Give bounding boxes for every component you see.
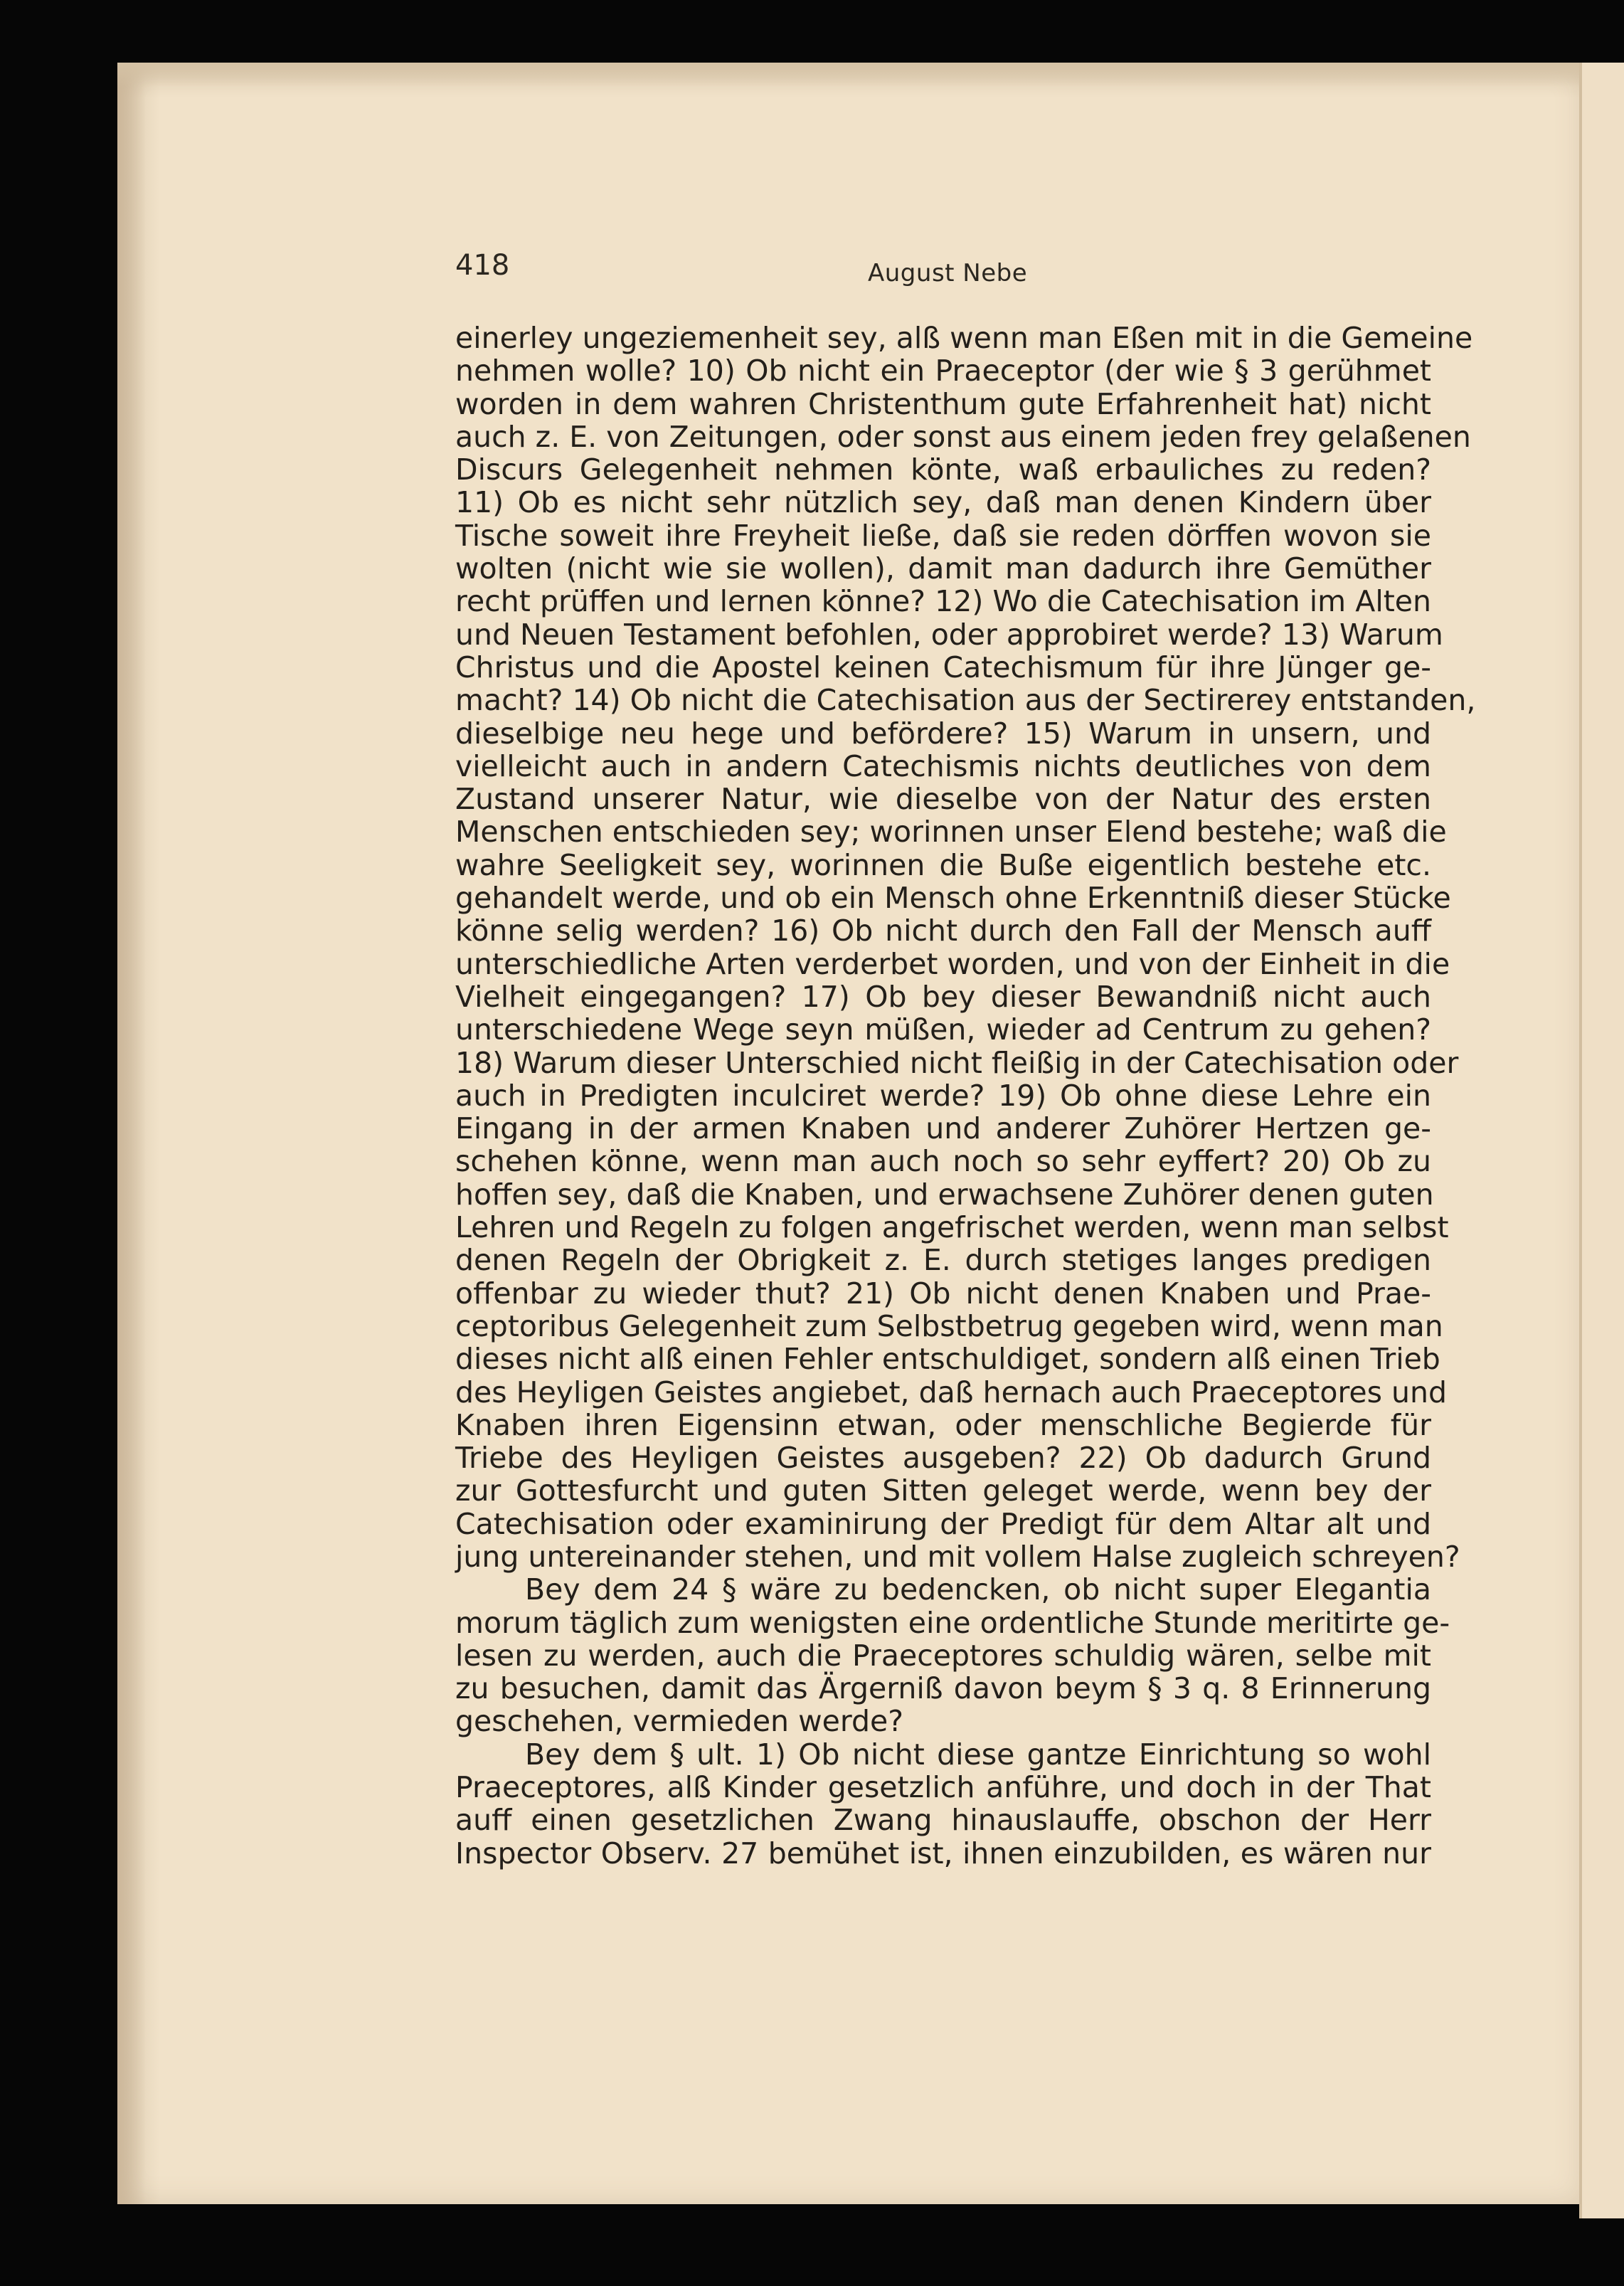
text-line: Knaben ihren Eigensinn etwan, oder menschliche Begierde für <box>455 1407 1431 1442</box>
text-line: auch in Predigten inculciret werde? 19) Ob ohne diese Lehre ein <box>455 1078 1431 1113</box>
text-line: Tische soweit ihre Freyheit ließe, daß sie reden dörffen wovon sie <box>455 518 1431 553</box>
text-line: und Neuen Testament befohlen, oder approbiret werde? 13) Warum <box>455 617 1443 652</box>
text-line: nehmen wolle? 10) Ob nicht ein Praeceptor (der wie § 3 gerühmet <box>455 354 1431 388</box>
text-line: Triebe des Heyligen Geistes ausgeben? 22) Ob dadurch Grund <box>455 1441 1431 1476</box>
text-line: Vielheit eingegangen? 17) Ob bey dieser Bewandniß nicht auch <box>455 979 1431 1014</box>
text-line: Eingang in der armen Knaben und anderer Zuhörer Hertzen ge- <box>455 1111 1431 1146</box>
text-line: Discurs Gelegenheit nehmen könte, waß erbauliches zu reden? <box>455 453 1431 487</box>
text-line: dieselbige neu hege und befördere? 15) Warum in unsern, und <box>455 716 1431 751</box>
facing-page-edge <box>1579 63 1624 2218</box>
page-shadow-left <box>117 63 146 2204</box>
paragraph-start-line: Bey dem § ult. 1) Ob nicht diese gantze Einrichtung so wohl <box>525 1737 1431 1772</box>
text-line: denen Regeln der Obrigkeit z. E. durch stetiges langes predigen <box>455 1243 1431 1278</box>
text-line: unterschiedliche Arten verderbet worden, und von der Einheit in die <box>455 946 1450 981</box>
page-number: 418 <box>455 249 510 282</box>
text-line: des Heyligen Geistes angiebet, daß hernach auch Praeceptores und <box>455 1375 1448 1409</box>
text-line: 18) Warum dieser Unterschied nicht fleißig in der Catechisation oder <box>455 1045 1459 1080</box>
text-line: einerley ungeziemenheit sey, alß wenn man Eßen mit in die Gemeine <box>455 321 1473 355</box>
text-line: Christus und die Apostel keinen Catechismum für ihre Jünger ge- <box>455 650 1431 684</box>
text-line: lesen zu werden, auch die Praeceptores schuldig wären, selbe mit <box>455 1638 1431 1673</box>
text-line: gehandelt werde, und ob ein Mensch ohne Erkenntniß dieser Stücke <box>455 881 1451 916</box>
text-line: Inspector Observ. 27 bemühet ist, ihnen einzubilden, es wären nur <box>455 1836 1431 1870</box>
body-text <box>455 321 1476 1870</box>
text-line: Catechisation oder examinirung der Predigt für dem Altar alt und <box>455 1506 1431 1541</box>
text-line: Praeceptores, alß Kinder gesetzlich anführe, und doch in der That <box>455 1770 1431 1805</box>
text-line: wahre Seeligkeit sey, worinnen die Buße eigentlich bestehe etc. <box>455 847 1431 882</box>
text-line: recht prüffen und lernen könne? 12) Wo die Catechisation im Alten <box>455 584 1431 619</box>
text-line: hoffen sey, daß die Knaben, und erwachsene Zuhörer denen guten <box>455 1177 1434 1212</box>
paragraph-end-line: geschehen, vermieden werde? <box>455 1704 903 1739</box>
paragraph-start-line: Bey dem 24 § wäre zu bedencken, ob nicht super Elegantia <box>525 1572 1431 1607</box>
text-line: macht? 14) Ob nicht die Catechisation aus der Sectirerey entstanden, <box>455 683 1476 718</box>
page-shadow-top <box>117 63 1583 87</box>
page-header <box>455 249 1430 292</box>
text-line: auff einen gesetzlichen Zwang hinauslauffe, obschon der Herr <box>455 1803 1431 1838</box>
text-line: Zustand unserer Natur, wie dieselbe von der Natur des ersten <box>455 782 1431 817</box>
text-line: jung untereinander stehen, und mit vollem Halse zugleich schreyen? <box>455 1539 1460 1574</box>
text-line: wolten (nicht wie sie wollen), damit man dadurch ihre Gemüther <box>455 551 1431 586</box>
text-line: ceptoribus Gelegenheit zum Selbstbetrug gegeben wird, wenn man <box>455 1308 1443 1343</box>
text-line: Menschen entschieden sey; worinnen unser Elend bestehe; waß die <box>455 815 1447 850</box>
text-line: dieses nicht alß einen Fehler entschuldiget, sondern alß einen Trieb <box>455 1342 1440 1377</box>
text-line: zur Gottesfurcht und guten Sitten geleget werde, wenn bey der <box>455 1473 1431 1508</box>
running-head: August Nebe <box>868 259 1028 287</box>
text-line: schehen könne, wenn man auch noch so sehr eyffert? 20) Ob zu <box>455 1144 1431 1179</box>
text-line: morum täglich zum wenigsten eine ordentliche Stunde meritirte ge- <box>455 1605 1450 1640</box>
text-line: Lehren und Regeln zu folgen angefrischet werden, wenn man selbst <box>455 1210 1449 1245</box>
text-line: offenbar zu wieder thut? 21) Ob nicht denen Knaben und Prae- <box>455 1276 1431 1311</box>
text-line: zu besuchen, damit das Ärgerniß davon beym § 3 q. 8 Erinnerung <box>455 1671 1431 1706</box>
text-line: auch z. E. von Zeitungen, oder sonst aus einem jeden frey gelaßenen <box>455 419 1471 454</box>
text-line: 11) Ob es nicht sehr nützlich sey, daß man denen Kindern über <box>455 485 1431 520</box>
text-line: könne selig werden? 16) Ob nicht durch den Fall der Mensch auff <box>455 914 1431 948</box>
text-line: worden in dem wahren Christenthum gute Erfahrenheit hat) nicht <box>455 386 1431 421</box>
text-line: vielleicht auch in andern Catechismis nichts deutliches von dem <box>455 748 1431 783</box>
text-line: unterschiedene Wege seyn müßen, wieder ad Centrum zu gehen? <box>455 1012 1431 1047</box>
